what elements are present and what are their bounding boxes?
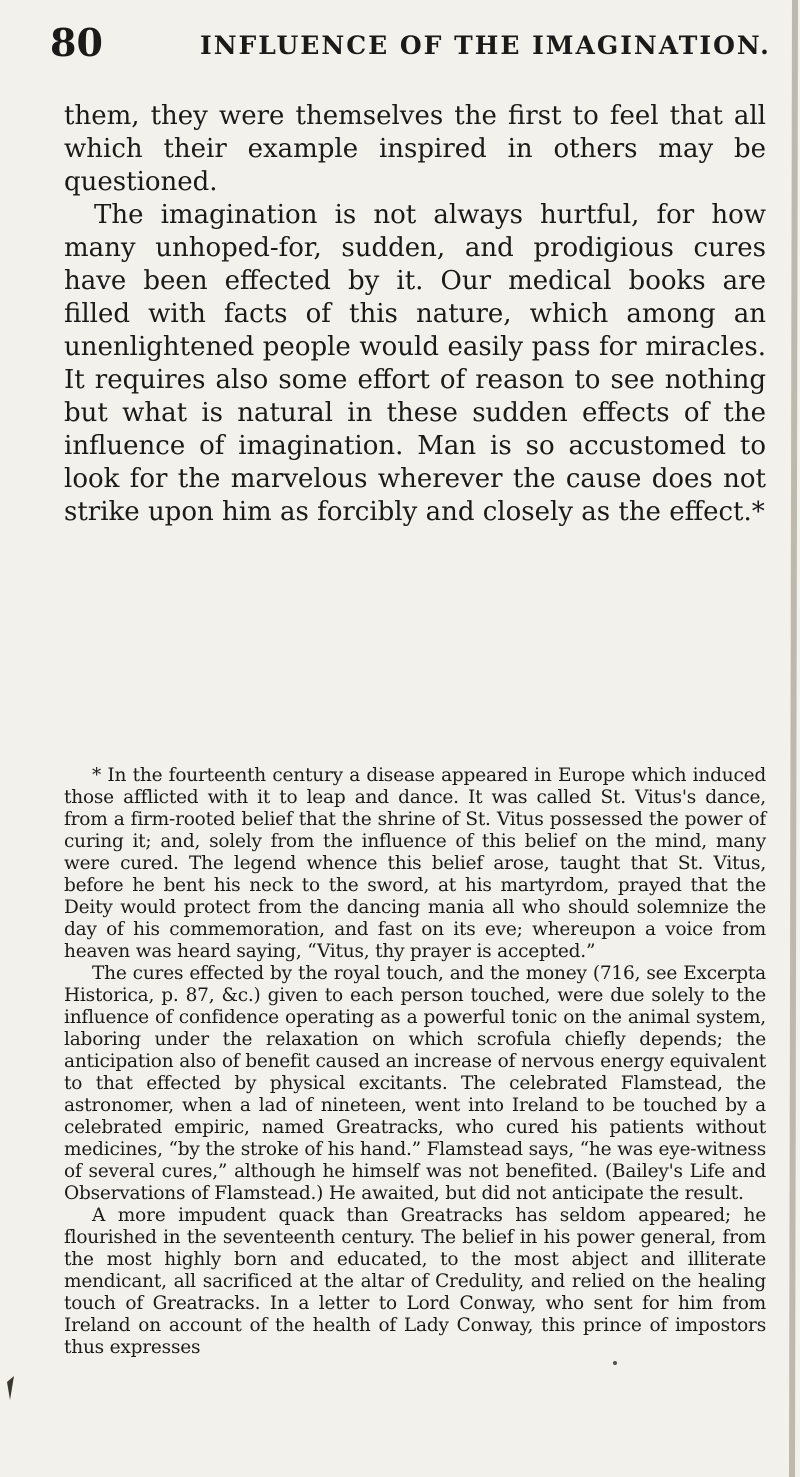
ink-speck bbox=[613, 1361, 617, 1365]
running-head: INFLUENCE OF THE IMAGINATION. bbox=[200, 31, 771, 60]
body-paragraph: them, they were themselves the first to feel that all which their example inspired in others may be questioned. bbox=[64, 101, 766, 197]
footnote-paragraph: A more impudent quack than Greatracks has seldom appeared; he flourished in the seventeenth century. The belief in his power general, from the most highly born and educated, to the most abject and illiterate mendicant, all sacrificed at the altar of Credulity, and relied on the healing touch of Greatracks. In a letter to Lord Conway, who sent for him from Ireland on account of the health of Lady Conway, this prince of impostors thus expresses bbox=[64, 1205, 766, 1358]
page-number: 80 bbox=[50, 20, 103, 65]
footnote-paragraph: The cures effected by the royal touch, and the money (716, see Excerpta Historica, p. 87, &c.) given to each person touched, were due solely to the influence of confidence operating as a powerful tonic on the animal system, laboring under the relaxation on which scrofula chiefly depends; the anticipation also of benefit caused an increase of nervous energy equivalent to that effected by physical excitants. The celebrated Flamstead, the astronomer, when a lad of nineteen, went into Ireland to be touched by a celebrated empiric, named Greatracks, who cured his patients without medicines, “by the stroke of his hand.” Flamstead says, “he was eye-witness of several cures,” although he himself was not benefited. (Bailey's Life and Observations of Flamstead.) He awaited, but did not anticipate the result. bbox=[64, 963, 766, 1204]
main-text bbox=[64, 100, 766, 529]
page-header bbox=[50, 18, 790, 68]
ink-blot bbox=[7, 1376, 14, 1400]
footnote-paragraph: * In the fourteenth century a disease appeared in Europe which induced those afflicted with it to leap and dance. It was called St. Vitus's dance, from a firm-rooted belief that the shrine of St. Vitus possessed the power of curing it; and, solely from the influence of this belief on the mind, many were cured. The legend whence this belief arose, taught that St. Vitus, before he bent his neck to the sword, at his martyrdom, prayed that the Deity would protect from the dancing mania all who should solemnize the day of his commemoration, and fast on its eve; whereupon a voice from heaven was heard saying, “Vitus, thy prayer is accepted.” bbox=[64, 765, 766, 962]
page-edge-shadow bbox=[792, 0, 795, 1477]
body-paragraph: The imagination is not always hurtful, for how many unhoped-for, sudden, and prodigious cures have been effected by it. Our medical books are filled with facts of this nature, which among an unenlightened people would easily pass for miracles. It requires also some effort of reason to see nothing but what is natural in these sudden effects of the influence of imagination. Man is so accustomed to look for the marvelous wherever the cause does not strike upon him as forcibly and closely as the effect.* bbox=[64, 200, 766, 527]
footnotes bbox=[64, 765, 766, 1359]
